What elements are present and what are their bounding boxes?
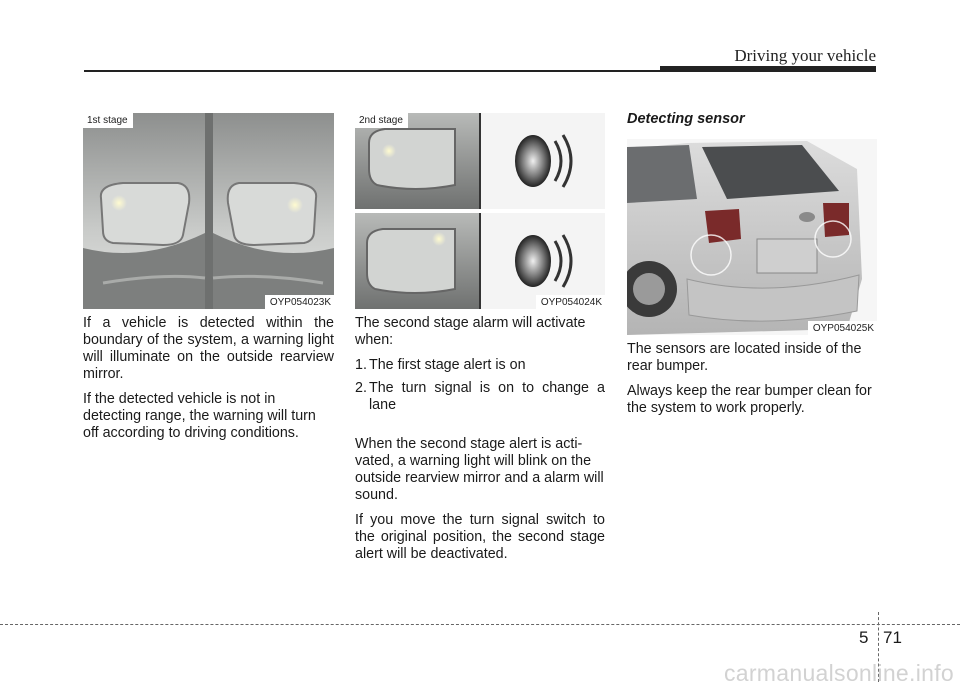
paragraph: Always keep the rear bumper clean for the system to work properly.	[627, 383, 872, 416]
paragraph: If a vehicle is detected within the boundary of the system, a warning light will illuminate on the outside rearview mirror.	[83, 315, 334, 382]
section-title: Driving your vehicle	[734, 46, 876, 65]
chapter-number: 5	[859, 628, 869, 647]
list-text: The turn signal is on to change a lane	[369, 380, 605, 413]
column-2-text	[355, 315, 605, 571]
figure-code: OYP054024K	[536, 295, 605, 309]
figure-second-stage	[355, 113, 605, 309]
list-item	[355, 357, 605, 374]
watermark: carmanualsonline.info	[723, 660, 954, 686]
section-heading: Detecting sensor	[627, 111, 745, 127]
vehicle-rear-illustration	[627, 139, 877, 335]
paragraph: The sensors are located inside of the rear bumper.	[627, 341, 862, 374]
paragraph: When the second stage alert is acti-vated, a warning light will blink on the outside rearview mirror and a alarm will sound.	[355, 436, 604, 503]
figure-tag: 2nd stage	[355, 113, 408, 128]
list-number: 1.	[355, 357, 367, 373]
column-1-text	[83, 315, 334, 450]
mirror-illustration	[83, 113, 334, 309]
paragraph: The second stage alarm will activate when:	[355, 315, 586, 348]
list-item	[355, 380, 605, 414]
figure-tag: 1st stage	[83, 113, 133, 128]
list-text: The first stage alert is on	[369, 357, 526, 373]
footer-rule	[0, 624, 960, 625]
column-3-text	[627, 341, 877, 425]
figure-rear-bumper	[627, 139, 877, 335]
paragraph: If you move the turn signal switch to the original position, the second stage alert will be deactivated.	[355, 512, 605, 562]
list-number: 2.	[355, 380, 367, 396]
figure-first-stage	[83, 113, 334, 309]
paragraph: If the detected vehicle is not in detecting range, the warning will turn off according to driving conditions.	[83, 391, 316, 441]
figure-code: OYP054023K	[265, 295, 334, 309]
header-rule-accent	[660, 66, 876, 71]
figure-code: OYP054025K	[808, 321, 877, 335]
page-number: 71	[883, 628, 902, 647]
mirror-speaker-illustration	[355, 113, 605, 309]
